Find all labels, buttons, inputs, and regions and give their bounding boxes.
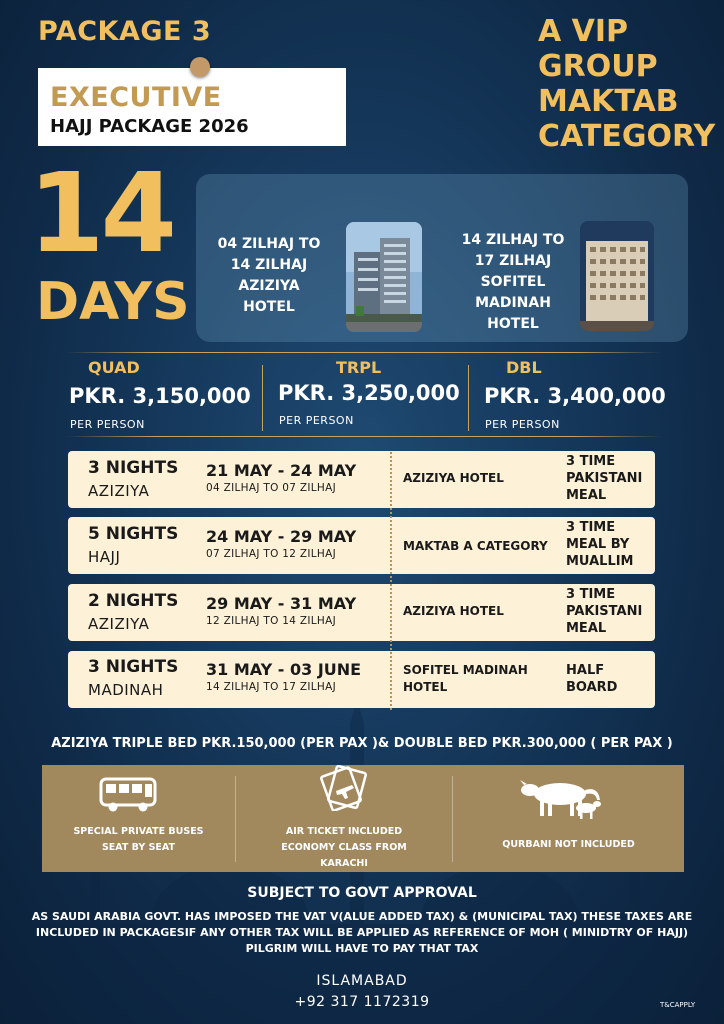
category-line: CATEGORY [538, 119, 716, 154]
row-islamic-dates: 14 ZILHAJ TO 17 ZILHAJ [206, 681, 336, 693]
executive-title: EXECUTIVE [50, 82, 222, 113]
hotel-line: MADINAH [475, 295, 551, 311]
row-meal-line: 3 TIME [566, 587, 616, 602]
hotel-line: HOTEL [243, 299, 295, 315]
row-place: AZIZIYA [88, 615, 150, 633]
row-nights: 3 NIGHTS [88, 458, 179, 478]
row-islamic-dates: 04 ZILHAJ TO 07 ZILHAJ [206, 482, 336, 494]
sofitel-madinah-hotel-image [580, 221, 654, 331]
divider-line [66, 352, 662, 353]
row-hotel-line: HOTEL [403, 680, 448, 694]
hotel-line: AZIZIYA [238, 278, 300, 294]
price-value-dbl: PKR. 3,400,000 [484, 384, 666, 408]
row-hotel [403, 470, 504, 487]
govt-approval-note: SUBJECT TO GOVT APPROVAL [247, 885, 477, 901]
row-meal-line: MEAL BY [566, 537, 630, 552]
category-line: GROUP [538, 49, 658, 84]
itinerary-row [68, 451, 655, 508]
feature-line: QURBANI NOT INCLUDED [502, 839, 635, 850]
vat-line: AS SAUDI ARABIA GOVT. HAS IMPOSED THE VAT V(ALUE ADDED TAX) & (MUNICIPAL TAX) THESE TAXES ARE [31, 910, 693, 923]
hotel-line: SOFITEL [480, 274, 546, 290]
row-meal-line: 3 TIME [566, 520, 616, 535]
price-value-quad: PKR. 3,150,000 [69, 384, 251, 408]
row-hotel-line: SOFITEL MADINAH [403, 663, 528, 677]
vat-line: PILGRIM WILL HAVE TO PAY THAT TAX [245, 942, 479, 955]
row-meal [566, 453, 642, 504]
price-type-dbl: DBL [506, 358, 542, 377]
row-meal [566, 519, 634, 570]
row-meal-line: HALF [566, 663, 605, 678]
pin-icon [190, 57, 210, 77]
feature-air-ticket-text [236, 824, 452, 872]
price-per-quad: PER PERSON [70, 418, 145, 431]
itinerary-row [68, 584, 655, 641]
duration-unit: DAYS [36, 272, 190, 332]
feature-line: KARACHI [320, 858, 368, 869]
itinerary-row [68, 651, 655, 708]
feature-bus-text [42, 824, 235, 856]
city-label: ISLAMABAD [316, 973, 408, 989]
bus-icon [99, 777, 159, 813]
row-hotel [403, 662, 528, 696]
row-meal [566, 586, 642, 637]
row-meal-line: PAKISTANI [566, 604, 643, 619]
package-label: PACKAGE 3 [38, 16, 212, 47]
hotel-line: HOTEL [487, 316, 539, 332]
row-meal-line: PAKISTANI [566, 471, 643, 486]
price-value-trpl: PKR. 3,250,000 [278, 381, 460, 405]
hotel-2-text [452, 230, 574, 335]
terms-apply-label: T&CAPPLY [660, 1001, 696, 1009]
row-hotel-line: AZIZIYA HOTEL [403, 604, 504, 618]
row-meal-line: MEAL [566, 488, 607, 503]
itinerary-row [68, 517, 655, 574]
price-type-trpl: TRPL [336, 358, 382, 377]
feature-line: SEAT BY SEAT [101, 842, 176, 853]
row-dates: 29 MAY - 31 MAY [206, 594, 357, 613]
hajj-package-title: HAJJ PACKAGE 2026 [50, 116, 249, 137]
price-separator [262, 365, 263, 431]
row-meal-line: 3 TIME [566, 454, 616, 469]
row-meal-line: BOARD [566, 680, 618, 695]
cow-goat-icon [518, 778, 604, 820]
hotel-line: 14 ZILHAJ [230, 257, 308, 273]
row-nights: 5 NIGHTS [88, 524, 179, 544]
price-per-trpl: PER PERSON [279, 414, 354, 427]
feature-line: AIR TICKET INCLUDED [285, 826, 403, 837]
category-heading [538, 14, 715, 154]
itinerary-dotted-divider [390, 452, 392, 710]
price-separator [468, 365, 469, 431]
row-hotel-line: AZIZIYA HOTEL [403, 471, 504, 485]
row-place: AZIZIYA [88, 482, 150, 500]
vat-line: INCLUDED IN PACKAGESIF ANY OTHER TAX WILL BE APPLIED AS REFERENCE OF MOH ( MINIDTRY OF HAJJ) [35, 926, 689, 939]
feature-qurbani-text [453, 837, 684, 853]
divider-line [66, 436, 662, 437]
row-meal [566, 662, 617, 696]
row-islamic-dates: 07 ZILHAJ TO 12 ZILHAJ [206, 548, 336, 560]
hotel-1-text [204, 234, 334, 318]
row-dates: 31 MAY - 03 JUNE [206, 660, 362, 679]
hotel-line: 17 ZILHAJ [474, 253, 552, 269]
aziziya-hotel-image [346, 222, 422, 332]
hotel-line: 14 ZILHAJ TO [461, 232, 565, 248]
phone-number: +92 317 1172319 [294, 994, 430, 1010]
category-line: MAKTAB [538, 84, 679, 119]
duration-number: 14 [28, 149, 174, 277]
row-hotel-line: MAKTAB A CATEGORY [403, 539, 548, 553]
row-dates: 21 MAY - 24 MAY [206, 461, 357, 480]
air-ticket-icon [318, 765, 370, 811]
feature-line: ECONOMY CLASS FROM [281, 842, 407, 853]
category-line: A VIP [538, 14, 629, 49]
row-nights: 3 NIGHTS [88, 657, 179, 677]
row-nights: 2 NIGHTS [88, 591, 179, 611]
row-place: MADINAH [88, 681, 164, 699]
row-meal-line: MUALLIM [566, 554, 634, 569]
hotel-line: 04 ZILHAJ TO [217, 236, 321, 252]
feature-line: SPECIAL PRIVATE BUSES [73, 826, 204, 837]
row-hotel [403, 538, 548, 555]
row-place: HAJJ [88, 548, 121, 566]
vat-disclaimer [22, 909, 702, 957]
row-meal-line: MEAL [566, 621, 607, 636]
price-per-dbl: PER PERSON [485, 418, 560, 431]
extra-bed-note: AZIZIYA TRIPLE BED PKR.150,000 (PER PAX )& DOUBLE BED PKR.300,000 ( PER PAX ) [51, 736, 673, 751]
row-dates: 24 MAY - 29 MAY [206, 527, 357, 546]
price-type-quad: QUAD [88, 358, 140, 377]
row-islamic-dates: 12 ZILHAJ TO 14 ZILHAJ [206, 615, 336, 627]
row-hotel [403, 603, 504, 620]
